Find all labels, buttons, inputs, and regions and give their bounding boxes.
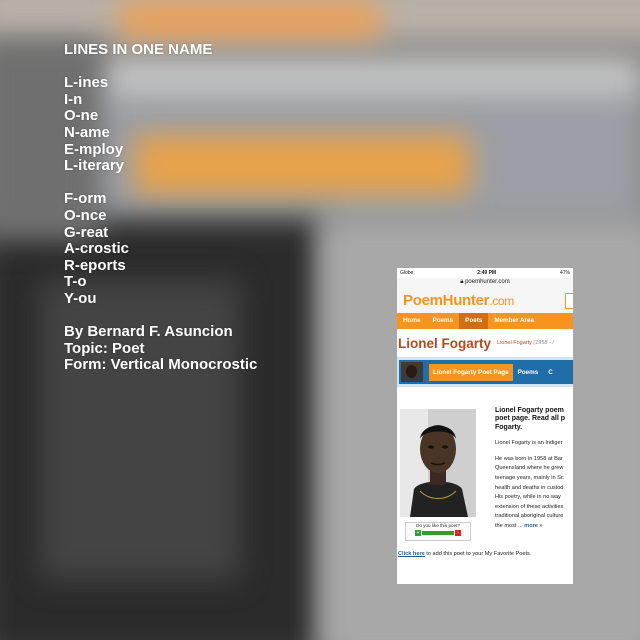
address-bar[interactable] [397, 278, 573, 287]
tab-more[interactable]: C [548, 368, 553, 376]
battery-label: 47% [559, 270, 570, 276]
phone-screenshot [397, 268, 573, 584]
poem-line: Y-ou [64, 289, 97, 307]
portrait-image [400, 409, 476, 517]
bio-paragraph: He was born in 1958 at Bar Queensland where he grew teenage years, mainly in Sc health and deaths in custod His poetry, while in no way extension of these activities traditional aboriginal culture the most ... more » [495, 455, 564, 529]
poet-tabs [399, 360, 573, 384]
vote-meter [422, 531, 454, 535]
poet-bio [495, 407, 573, 532]
poem-line: O-nce [64, 206, 107, 224]
poem-line: T-o [64, 273, 87, 291]
poem-title: LINES IN ONE NAME [64, 41, 213, 58]
nav-item-member-area[interactable]: Member Area [494, 317, 534, 324]
poem-line: L-iterary [64, 157, 125, 175]
poem-topic: Topic: Poet [64, 339, 145, 357]
clock-label: 2:49 PM [477, 270, 497, 276]
search-box[interactable] [565, 293, 573, 309]
nav-item-poems[interactable]: Poems [432, 317, 454, 324]
poem-line: F-orm [64, 190, 107, 208]
poem-line: O-ne [64, 107, 99, 125]
vote-up-button[interactable]: + [416, 530, 420, 536]
poem-line: A-crostic [64, 240, 130, 258]
poet-portrait [400, 409, 476, 517]
poet-title-row [397, 329, 573, 358]
poem-line: E-mploy [64, 140, 124, 158]
bio-paragraph: Lionel Fogarty is an Indiger [495, 440, 563, 447]
poet-subtitle: Lionel Fogarty (1958 - / [497, 340, 554, 346]
more-link[interactable]: more » [524, 522, 543, 529]
poet-years: (1958 - / [533, 340, 554, 346]
tab-poems[interactable]: Poems [517, 368, 539, 376]
vote-down-button[interactable]: - [455, 530, 461, 536]
site-nav [397, 313, 573, 329]
poem-line: N-ame [64, 123, 110, 141]
carrier-label: Globe [400, 270, 414, 276]
poem-meta [64, 324, 257, 374]
bio-lead: Lionel Fogarty poem poet page. Read all p Fogarty. [495, 407, 566, 431]
poem-form: Form: Vertical Monocrostic [64, 356, 258, 374]
url-text: poemhunter.com [465, 279, 510, 285]
favorite-prompt: Click here to add this poet to your My Favorite Poets. [398, 551, 532, 557]
poem-byline: By Bernard F. Asuncion [64, 323, 233, 341]
nav-item-home[interactable]: Home [403, 317, 421, 324]
tab-poet-page[interactable]: Lionel Fogarty Poet Page [429, 364, 513, 381]
click-here-link[interactable]: Click here [398, 551, 425, 557]
vote-bar [415, 530, 461, 536]
poem-stanza-2 [64, 191, 257, 307]
poet-thumbnail [401, 362, 423, 382]
poem-line: G-reat [64, 223, 109, 241]
poem-line: I-n [64, 90, 83, 108]
vote-prompt: Do you like this poet? [416, 523, 460, 528]
lock-icon: 🔒︎ [460, 279, 466, 285]
poem-line: L-ines [64, 74, 109, 92]
poem-line: R-eports [64, 256, 126, 274]
site-logo[interactable]: PoemHunter.com [403, 291, 515, 309]
vote-box [405, 522, 471, 541]
poem-stanza-1 [64, 75, 257, 175]
poet-name: Lionel Fogarty [398, 335, 492, 351]
site-header [397, 287, 573, 313]
nav-item-poets[interactable]: Poets [459, 313, 488, 329]
poem-text [64, 42, 257, 374]
status-bar [397, 268, 573, 278]
